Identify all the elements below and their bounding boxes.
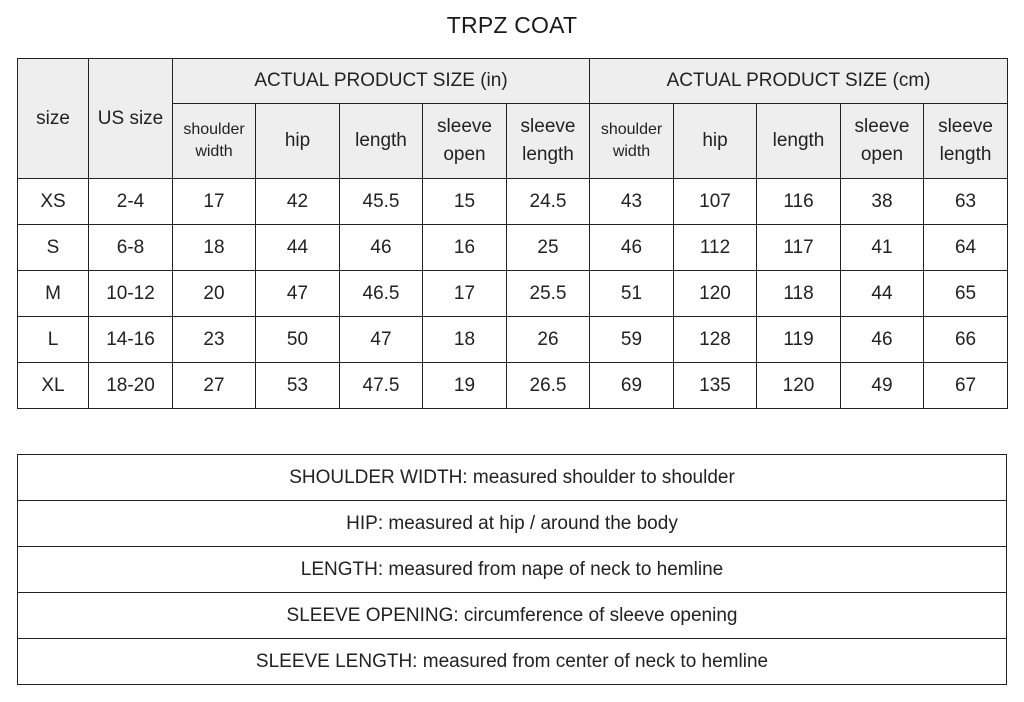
cm-shoulder-width-cell: 51 bbox=[590, 271, 674, 317]
table-row bbox=[18, 179, 1008, 225]
cm-shoulder-width-cell: 46 bbox=[590, 225, 674, 271]
in-hip-cell: 53 bbox=[256, 363, 340, 409]
in-length-cell: 46 bbox=[340, 225, 423, 271]
in-sleeve-length-cell: 26 bbox=[507, 317, 590, 363]
cm-sleeve-length-cell: 63 bbox=[924, 179, 1008, 225]
header-size: size bbox=[18, 59, 89, 179]
cm-sleeve-length-cell: 65 bbox=[924, 271, 1008, 317]
header-group-inches: ACTUAL PRODUCT SIZE (in) bbox=[173, 59, 590, 104]
in-sleeve-open-cell: 18 bbox=[423, 317, 507, 363]
size-chart-table bbox=[17, 58, 1008, 409]
us-size-cell: 2-4 bbox=[89, 179, 173, 225]
cm-hip-cell: 107 bbox=[674, 179, 757, 225]
cm-sleeve-open-cell: 38 bbox=[841, 179, 924, 225]
definition-row bbox=[18, 501, 1007, 547]
table-row bbox=[18, 363, 1008, 409]
header-group-centimeters: ACTUAL PRODUCT SIZE (cm) bbox=[590, 59, 1008, 104]
table-row bbox=[18, 225, 1008, 271]
in-shoulder-width-cell: 18 bbox=[173, 225, 256, 271]
in-sleeve-length-cell: 26.5 bbox=[507, 363, 590, 409]
header-in-sleeve-open: sleeve open bbox=[423, 104, 507, 179]
in-shoulder-width-cell: 17 bbox=[173, 179, 256, 225]
in-hip-cell: 42 bbox=[256, 179, 340, 225]
in-shoulder-width-cell: 23 bbox=[173, 317, 256, 363]
cm-length-cell: 119 bbox=[757, 317, 841, 363]
in-hip-cell: 47 bbox=[256, 271, 340, 317]
definition-shoulder-width: SHOULDER WIDTH: measured shoulder to shoulder bbox=[18, 455, 1007, 501]
cm-sleeve-length-cell: 66 bbox=[924, 317, 1008, 363]
header-us-size: US size bbox=[89, 59, 173, 179]
in-hip-cell: 44 bbox=[256, 225, 340, 271]
cm-length-cell: 116 bbox=[757, 179, 841, 225]
cm-sleeve-open-cell: 41 bbox=[841, 225, 924, 271]
in-length-cell: 47.5 bbox=[340, 363, 423, 409]
cm-hip-cell: 120 bbox=[674, 271, 757, 317]
header-cm-sleeve-open: sleeve open bbox=[841, 104, 924, 179]
size-cell: L bbox=[18, 317, 89, 363]
cm-sleeve-length-cell: 64 bbox=[924, 225, 1008, 271]
definition-row bbox=[18, 593, 1007, 639]
us-size-cell: 14-16 bbox=[89, 317, 173, 363]
in-length-cell: 47 bbox=[340, 317, 423, 363]
header-cm-shoulder-width: shoulder width bbox=[590, 104, 674, 179]
size-cell: S bbox=[18, 225, 89, 271]
cm-sleeve-open-cell: 49 bbox=[841, 363, 924, 409]
definition-row bbox=[18, 455, 1007, 501]
header-in-hip: hip bbox=[256, 104, 340, 179]
page-title: TRPZ COAT bbox=[446, 12, 578, 38]
in-sleeve-open-cell: 15 bbox=[423, 179, 507, 225]
cm-sleeve-length-cell: 67 bbox=[924, 363, 1008, 409]
header-cm-hip: hip bbox=[674, 104, 757, 179]
cm-hip-cell: 112 bbox=[674, 225, 757, 271]
in-hip-cell: 50 bbox=[256, 317, 340, 363]
cm-shoulder-width-cell: 59 bbox=[590, 317, 674, 363]
size-cell: M bbox=[18, 271, 89, 317]
in-shoulder-width-cell: 20 bbox=[173, 271, 256, 317]
table-row bbox=[18, 317, 1008, 363]
size-chart-body bbox=[18, 179, 1008, 409]
cm-sleeve-open-cell: 46 bbox=[841, 317, 924, 363]
definition-sleeve-opening: SLEEVE OPENING: circumference of sleeve opening bbox=[18, 593, 1007, 639]
definition-length: LENGTH: measured from nape of neck to hemline bbox=[18, 547, 1007, 593]
in-length-cell: 46.5 bbox=[340, 271, 423, 317]
us-size-cell: 10-12 bbox=[89, 271, 173, 317]
in-sleeve-length-cell: 25 bbox=[507, 225, 590, 271]
in-shoulder-width-cell: 27 bbox=[173, 363, 256, 409]
in-sleeve-length-cell: 25.5 bbox=[507, 271, 590, 317]
us-size-cell: 6-8 bbox=[89, 225, 173, 271]
in-length-cell: 45.5 bbox=[340, 179, 423, 225]
measurement-definitions-table bbox=[17, 454, 1007, 685]
definition-sleeve-length: SLEEVE LENGTH: measured from center of neck to hemline bbox=[18, 639, 1007, 685]
cm-hip-cell: 128 bbox=[674, 317, 757, 363]
header-in-length: length bbox=[340, 104, 423, 179]
in-sleeve-length-cell: 24.5 bbox=[507, 179, 590, 225]
header-in-sleeve-length: sleeve length bbox=[507, 104, 590, 179]
definition-row bbox=[18, 547, 1007, 593]
cm-length-cell: 117 bbox=[757, 225, 841, 271]
cm-length-cell: 118 bbox=[757, 271, 841, 317]
header-in-shoulder-width: shoulder width bbox=[173, 104, 256, 179]
cm-hip-cell: 135 bbox=[674, 363, 757, 409]
in-sleeve-open-cell: 19 bbox=[423, 363, 507, 409]
cm-shoulder-width-cell: 43 bbox=[590, 179, 674, 225]
definition-row bbox=[18, 639, 1007, 685]
table-row bbox=[18, 271, 1008, 317]
us-size-cell: 18-20 bbox=[89, 363, 173, 409]
header-cm-length: length bbox=[757, 104, 841, 179]
size-cell: XL bbox=[18, 363, 89, 409]
header-cm-sleeve-length: sleeve length bbox=[924, 104, 1008, 179]
size-cell: XS bbox=[18, 179, 89, 225]
cm-length-cell: 120 bbox=[757, 363, 841, 409]
cm-shoulder-width-cell: 69 bbox=[590, 363, 674, 409]
in-sleeve-open-cell: 16 bbox=[423, 225, 507, 271]
in-sleeve-open-cell: 17 bbox=[423, 271, 507, 317]
cm-sleeve-open-cell: 44 bbox=[841, 271, 924, 317]
definition-hip: HIP: measured at hip / around the body bbox=[18, 501, 1007, 547]
